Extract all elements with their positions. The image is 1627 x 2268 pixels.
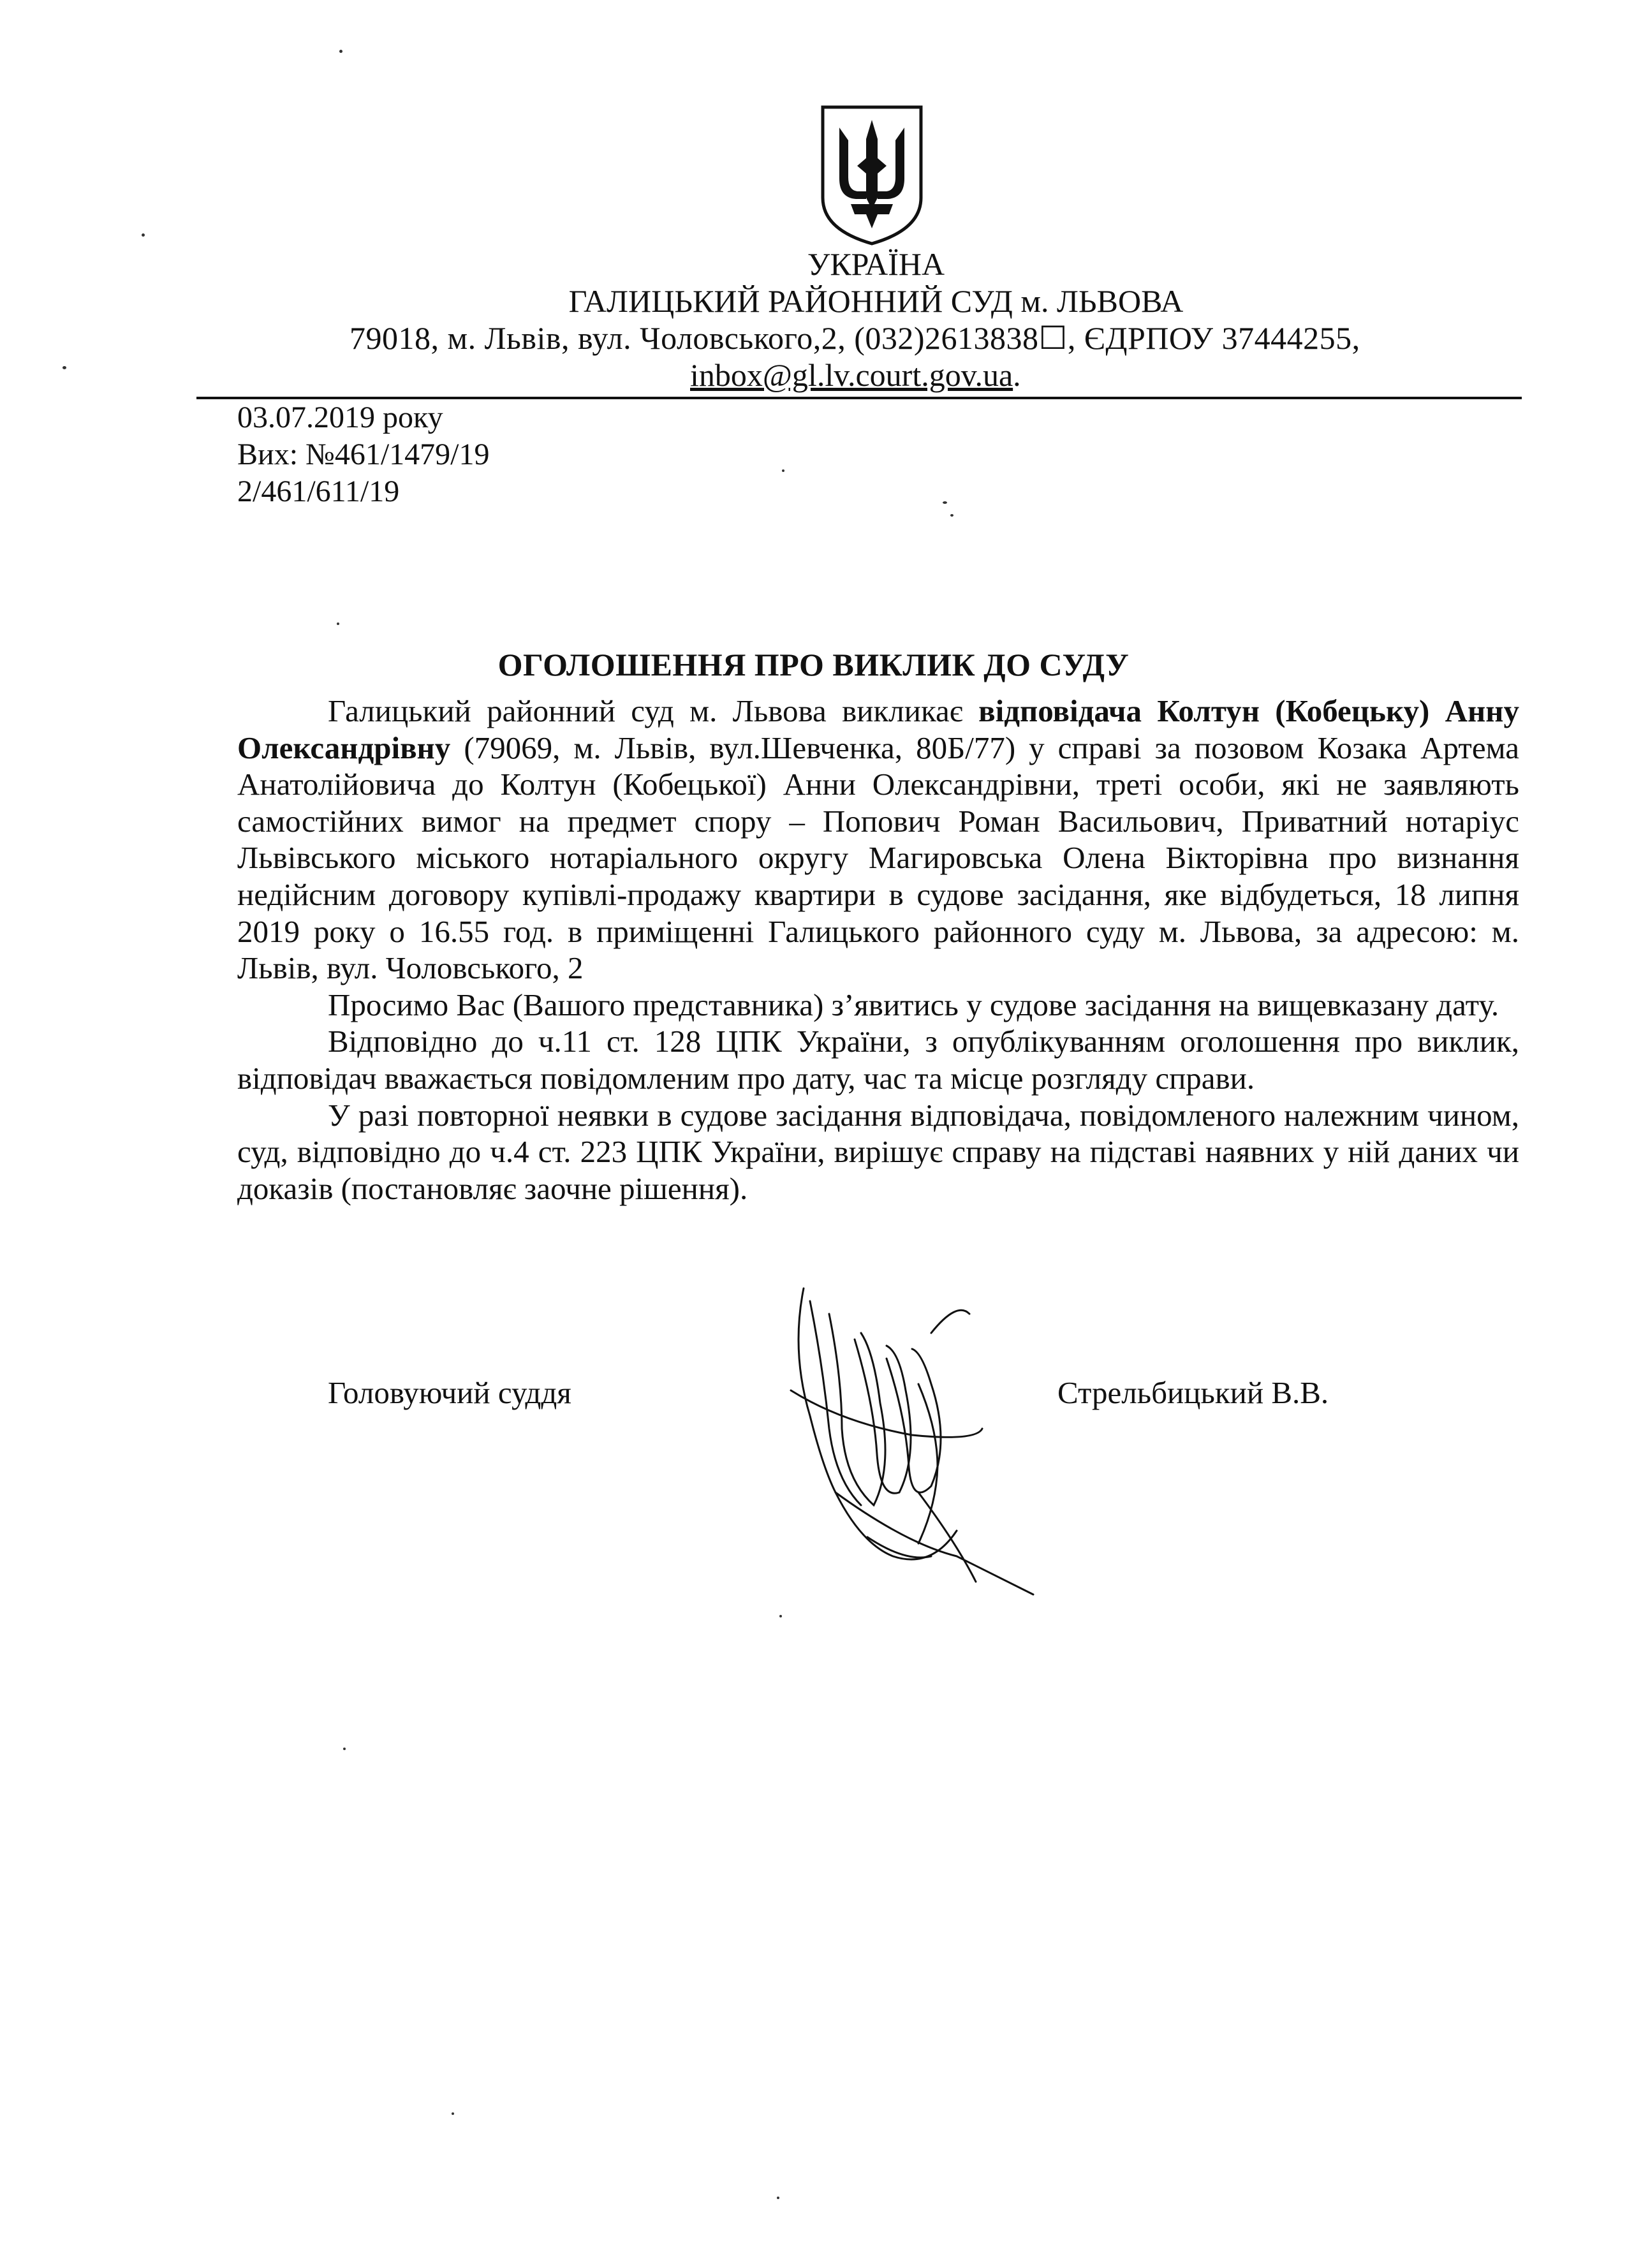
scan-speck: [943, 501, 947, 504]
outgoing-number: Вих: №461/1479/19: [237, 438, 490, 471]
scan-speck: [779, 1615, 782, 1617]
body-paragraph-1: [237, 693, 1519, 987]
header-country: УКРАЇНА: [807, 246, 945, 282]
handwritten-signature: [765, 1276, 1046, 1607]
document-date: 03.07.2019 року: [237, 401, 443, 434]
page-title: ОГОЛОШЕННЯ ПРО ВИКЛИК ДО СУДУ: [497, 647, 1130, 682]
defendant-name: відповідача Колтун (Кобецьку) Анну Олександрівну: [237, 693, 1519, 765]
body-paragraph-2: Просимо Вас (Вашого представника) з’явитись у судове засідання на вищевказану дату.: [328, 987, 1499, 1022]
header-court-name: ГАЛИЦЬКИЙ РАЙОННИЙ СУД м. ЛЬВОВА: [568, 283, 1184, 319]
header-email-link[interactable]: inbox@gl.lv.court.gov.ua: [690, 357, 1013, 393]
scan-speck: [452, 2112, 454, 2115]
case-number: 2/461/611/19: [237, 475, 400, 508]
scan-speck: [142, 233, 145, 237]
trident-emblem-icon: [818, 102, 926, 249]
header-email-trailing: .: [1013, 357, 1021, 393]
scan-speck: [343, 1748, 346, 1750]
document-body: [237, 693, 1519, 1207]
header-email-line: [690, 356, 1021, 394]
signature-role: Головуючий суддя: [328, 1375, 571, 1410]
header-address: 79018, м. Львів, вул. Чоловського,2, (032)2613838☐, ЄДРПОУ 37444255,: [350, 320, 1360, 356]
body-paragraph-1-rest: (79069, м. Львів, вул.Шевченка, 80Б/77) у справі за позовом Козака Артема Анатолійовича до Колтун (Кобецької) Анни Олександрівни, треті особи, які не заявляють самостійних вимог на предмет спору – Попович Роман Васильович, Приватний нотаріус Львівського міського нотаріального округу Магировська Олена Вікторівна про визнання недійсним договору купівлі-продажу квартири в судове засідання, яке відбудеться, 18 липня 2019 року о 16.55 год. в приміщенні Галицького районного суду м. Львова, за адресою: м. Львів, вул. Чоловського, 2: [237, 730, 1519, 986]
body-paragraph-1-start: Галицький районний суд м. Львова викликає: [328, 693, 979, 728]
scan-speck: [782, 469, 784, 472]
body-paragraph-3: Відповідно до ч.11 ст. 128 ЦПК України, з опублікуванням оголошення про виклик, відповідач вважається повідомленим про дату, час та місце розгляду справи.: [237, 1024, 1519, 1096]
scan-speck: [337, 622, 339, 625]
scan-speck: [950, 514, 953, 517]
scan-speck: [777, 2197, 779, 2199]
scan-speck: [63, 366, 66, 369]
scan-speck: [339, 50, 342, 53]
body-paragraph-4: У разі повторної неявки в судове засідання відповідача, повідомленого належним чином, суд, відповідно до ч.4 ст. 223 ЦПК України, вирішує справу на підставі наявних у ній даних чи доказів (постановляє заочне рішення).: [237, 1097, 1519, 1206]
judge-name: Стрельбицький В.В.: [1057, 1375, 1329, 1410]
